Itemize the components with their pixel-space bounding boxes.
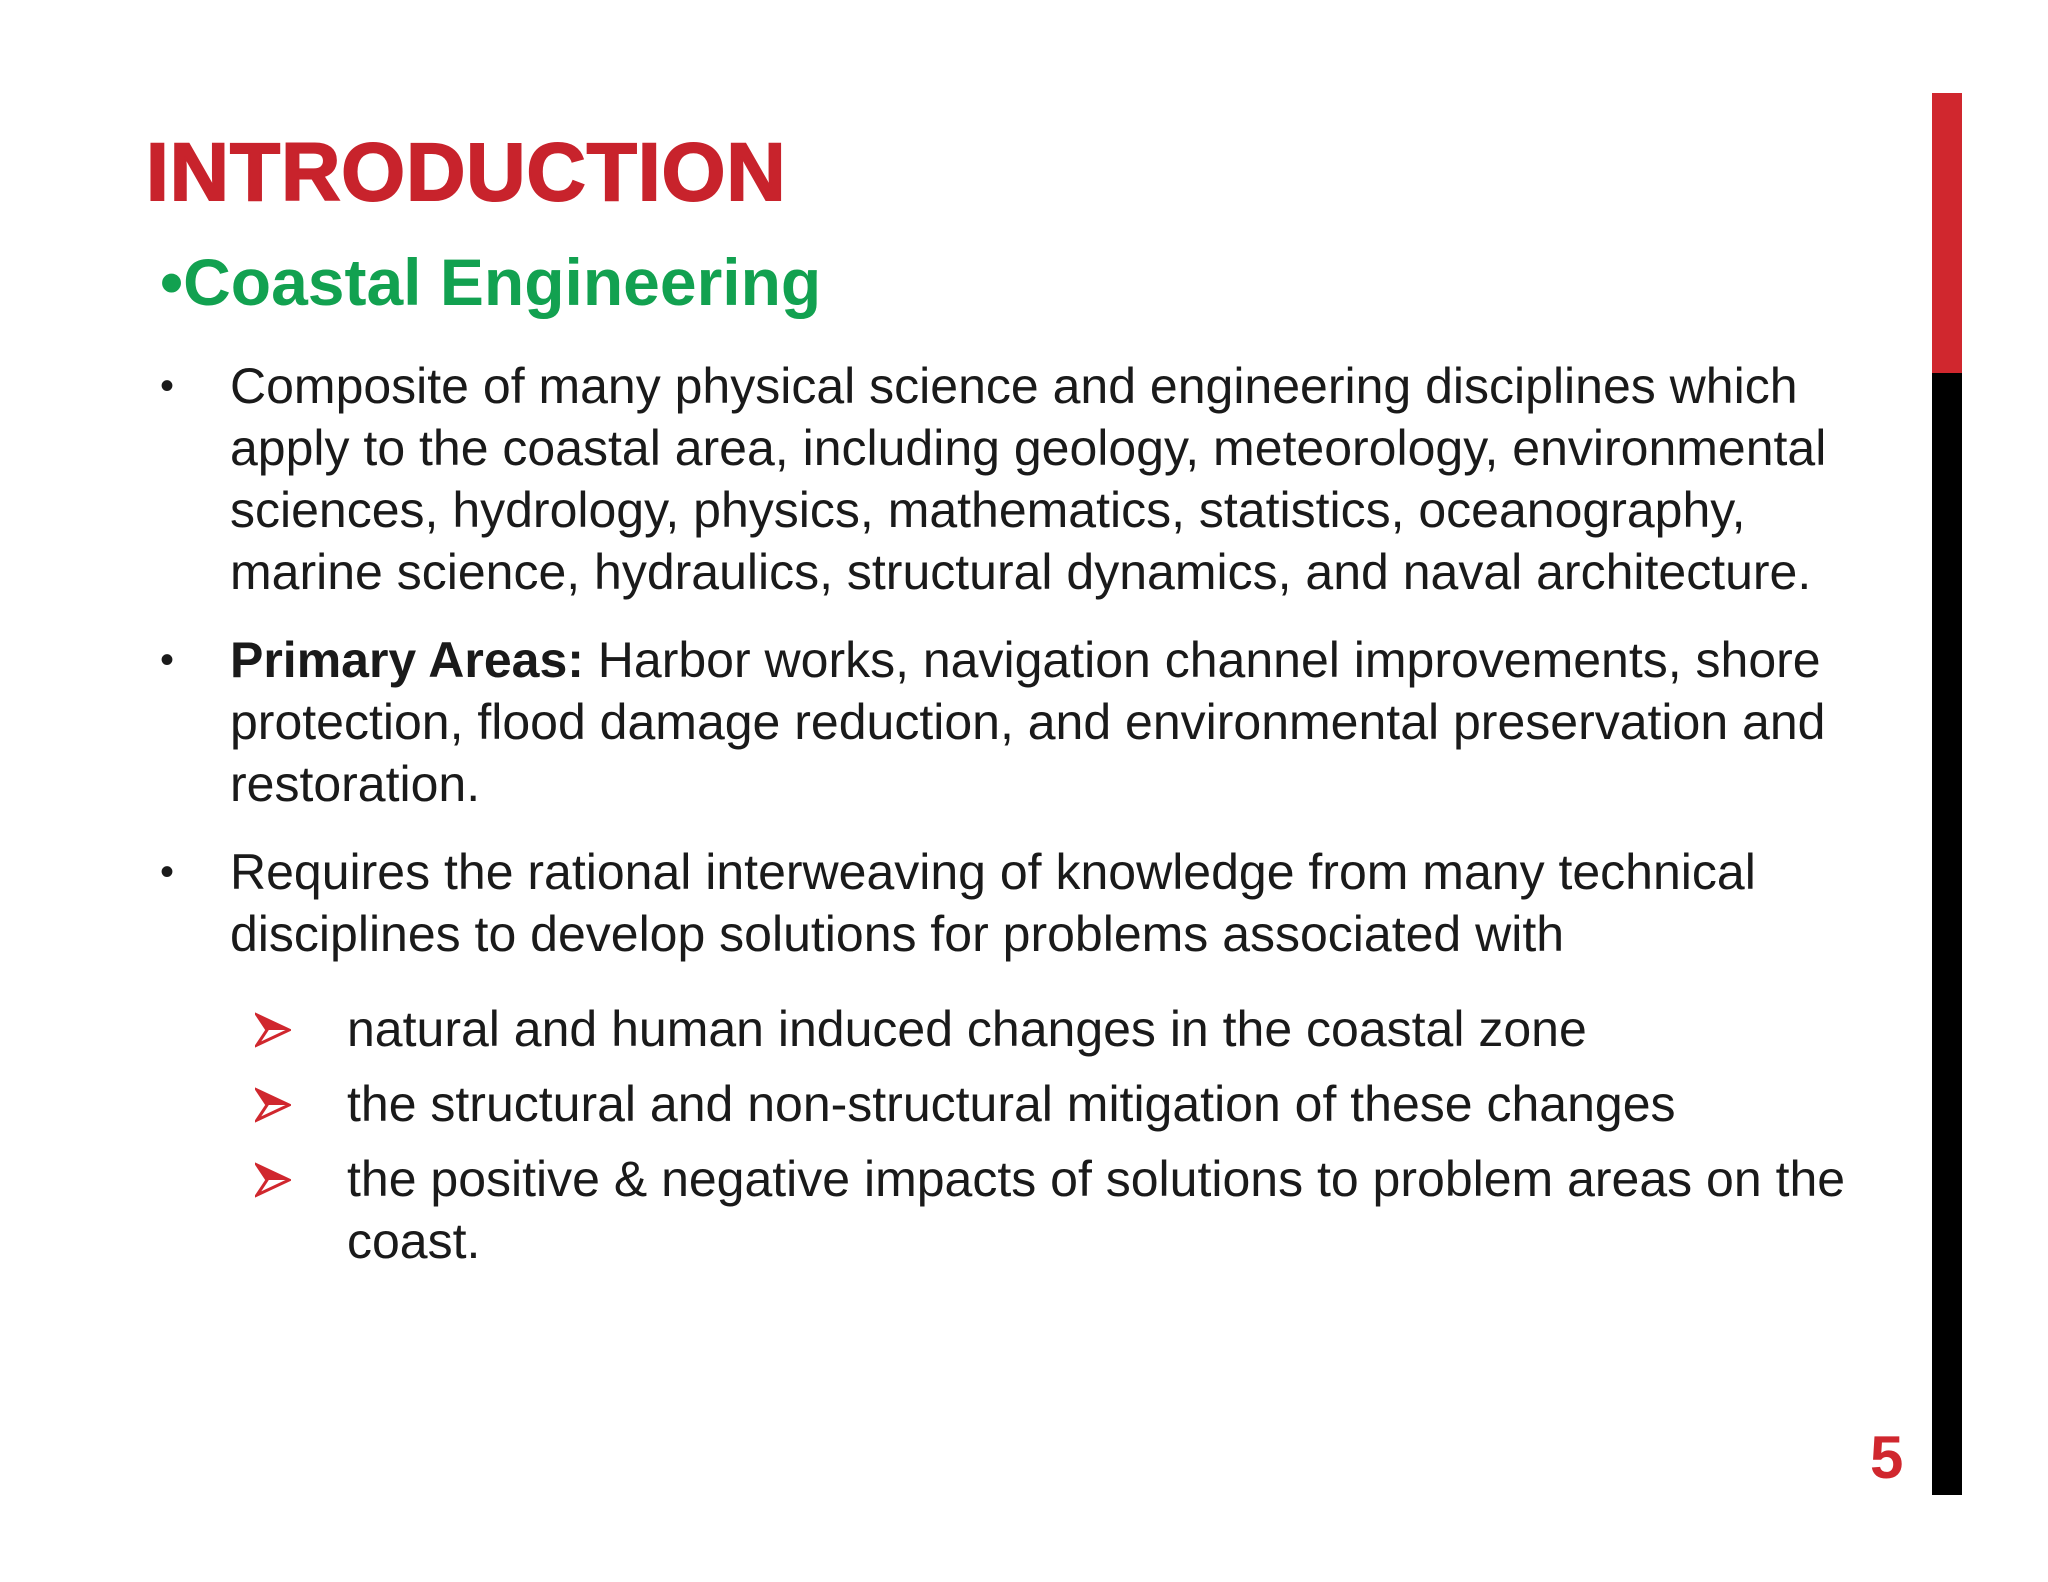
- sub-bullet-item: [255, 1073, 1915, 1135]
- bullet-text: Composite of many physical science and engineering disciplines which apply to the coastal area, including geology, meteorology, environmental sciences, hydrology, physics, mathematics, statistics, oceanography, marine science, hydraulics, structural dynamics, and naval architecture.: [230, 358, 1827, 600]
- arrow-bullet-icon: [255, 1162, 291, 1198]
- bullet-item: [152, 355, 1902, 603]
- sub-bullet-text: the structural and non-structural mitigation of these changes: [347, 1076, 1676, 1132]
- side-accent-bar-black: [1932, 373, 1962, 1495]
- bullet-dot-icon: •: [160, 850, 175, 894]
- sub-bullet-item: [255, 998, 1915, 1060]
- bullet-label: Primary Areas:: [230, 632, 584, 688]
- bullet-text: Requires the rational interweaving of knowledge from many technical disciplines to develop solutions for problems associated with: [230, 844, 1756, 962]
- page-number: 5: [1870, 1424, 1904, 1491]
- sub-bullet-item: [255, 1148, 1915, 1272]
- bullet-list: [152, 355, 1902, 991]
- arrow-bullet-icon: [255, 1087, 291, 1123]
- sub-bullet-text: the positive & negative impacts of solutions to problem areas on the coast.: [347, 1151, 1846, 1269]
- sub-bullet-text: natural and human induced changes in the coastal zone: [347, 1001, 1587, 1057]
- bullet-item: [152, 629, 1902, 815]
- slide-subtitle: •Coastal Engineering: [160, 245, 822, 319]
- bullet-dot-icon: •: [160, 638, 175, 682]
- arrow-bullet-icon: [255, 1012, 291, 1048]
- slide-title: INTRODUCTION: [146, 127, 787, 218]
- sub-bullet-list: [255, 998, 1915, 1285]
- bullet-text: Harbor works, navigation channel improvements, shore protection, flood damage reduction, and environmental preservation and restoration.: [230, 632, 1826, 812]
- bullet-dot-icon: •: [160, 364, 175, 408]
- side-accent-bar-red: [1932, 93, 1962, 373]
- bullet-item: [152, 841, 1902, 965]
